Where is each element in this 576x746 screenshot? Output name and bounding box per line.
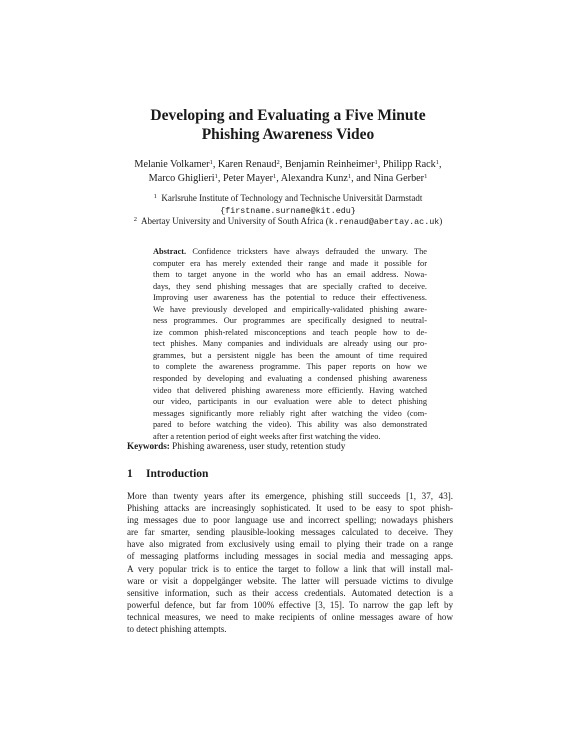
intro-line: A very popular trick is to entice the target to follow a link that will install mal- [127,563,453,574]
author-name: Benjamin Reinheimer [284,159,375,170]
author-name: and Nina Gerber [356,173,425,184]
abstract-line: grammes, but a persistent niggle has been the amount of time required [153,350,427,360]
section-title: Introduction [146,468,209,480]
author-affil-mark: 2 [276,159,280,166]
abstract-line: responded by developing and evaluating a condensed phishing awareness [153,374,427,384]
affiliation-mark: 2 [133,216,137,223]
intro-line: of messaging platforms including messages in social media and messaging apps. [127,551,453,562]
abstract-line: after a retention period of eight weeks after first watching the video. [153,431,381,441]
title-line-2: Phishing Awareness Video [201,126,375,143]
author-affil-mark: 1 [273,173,277,180]
affiliation-2: $^2$ Abertay University and University of South Africa (k.renaud@abertay.ac.uk) [133,216,443,227]
intro-paragraph [127,490,453,635]
author-affil-mark: 1 [214,173,218,180]
abstract-label: Abstract. [153,247,187,256]
intro-line: More than twenty years after its emergence, phishing still succeeds [1, 37, 43]. [127,491,453,501]
abstract-line: We have previously developed and empirically-validated phishing aware- [153,304,427,314]
abstract [153,246,427,442]
abstract-line: messages significantly more reliably right after watching the video (com- [153,408,427,418]
author-affil-mark: 1 [347,173,352,180]
affiliation-mark: 1 [153,193,157,200]
author-affil-mark: 1 [424,173,428,180]
author-name: Marco Ghiglieri [148,173,215,184]
keywords [127,440,453,452]
paper-title [0,106,576,144]
abstract-line: computer era has merely extended their range and made it possible for [153,258,427,268]
author-name: Peter Mayer [222,173,274,184]
intro-line: ing messages due to poor language use and incorrect spelling; nowadays phishers [127,515,453,526]
affiliation-email: k.renaud@abertay.ac.uk [328,217,440,227]
intro-line: powerful defence, but far from 100% effective [3, 15]. To narrow the gap left by [127,599,453,610]
intro-line: to detect phishing attempts. [127,624,227,635]
intro-line: Phishing attacks are increasingly sophisticated. It used to be easy to spot phish- [127,503,453,514]
author-name: Karen Renaud [217,159,277,170]
affiliation-email: {firstname.surname@kit.edu} [220,206,356,216]
author-name: Philipp Rack [382,159,436,170]
abstract-line: video that delivered phishing awareness more efficiently. Having watched [153,385,427,395]
abstract-line: pared to before watching the video). This ability was also demonstrated [153,420,427,430]
author-affil-mark: 1 [435,159,440,166]
abstract-line: Abstract. Confidence tricksters have always defrauded the unwary. The [153,247,427,256]
intro-line: are far smarter, sending plausible-looking messages calculated to deceive. They [127,527,453,538]
authors-line-1: Melanie Volkamer$^1$, Karen Renaud$^2$, Benjamin Reinheimer$^1$, Philipp Rack$^1$, [134,159,442,170]
keywords-text: Phishing awareness, user study, retention study [172,441,346,451]
author-affil-mark: 1 [209,159,213,166]
author-list [0,158,576,186]
abstract-line: tect phishes. Many companies and individuals are already using our pro- [153,339,427,349]
section-heading [127,467,453,481]
section-number: 1 [127,468,133,480]
author-name: Melanie Volkamer [134,159,210,170]
authors-line-2: Marco Ghiglieri$^1$, Peter Mayer$^1$, Alexandra Kunz$^1$, and Nina Gerber$^1$ [148,173,428,184]
abstract-line: Improving user awareness has the potential to reduce their effectiveness. [153,293,427,303]
author-affil-mark: 1 [374,159,378,166]
intro-line: technical measures, we need to make recipients of online messages aware of how [127,611,453,622]
intro-line: ware or visit a doppelgänger website. The latter will persuade victims to divulge [127,575,453,586]
abstract-line: days, they send phishing messages that are specially crafted to deceive. [153,281,427,291]
keywords-label: Keywords: [127,441,170,451]
affiliation-text: Abertay University and University of South Africa [140,216,324,226]
title-line-1: Developing and Evaluating a Five Minute [150,107,426,124]
abstract-line: to complete the awareness programme. This paper reports on how we [153,362,427,372]
author-name: Alexandra Kunz [280,173,348,184]
intro-line: sensitive information, such as their access credentials. Automated detection is a [127,587,453,598]
affiliation-1 [0,192,576,217]
intro-line: have also migrated from exclusively using email to plying their trade on a range [127,539,453,550]
abstract-line: ize common phish-related misconceptions and teach people how to de- [153,327,427,337]
abstract-line: them to target anyone in the world who has an email address. Nowa- [153,270,427,280]
affiliation-text: Karlsruhe Institute of Technology and Technische Universität Darmstadt [161,193,423,203]
abstract-line: ness programmes. Our programmes are specifically designed to neutral- [153,316,427,326]
abstract-line: our video, participants in our evaluation were able to detect phishing [153,397,427,407]
